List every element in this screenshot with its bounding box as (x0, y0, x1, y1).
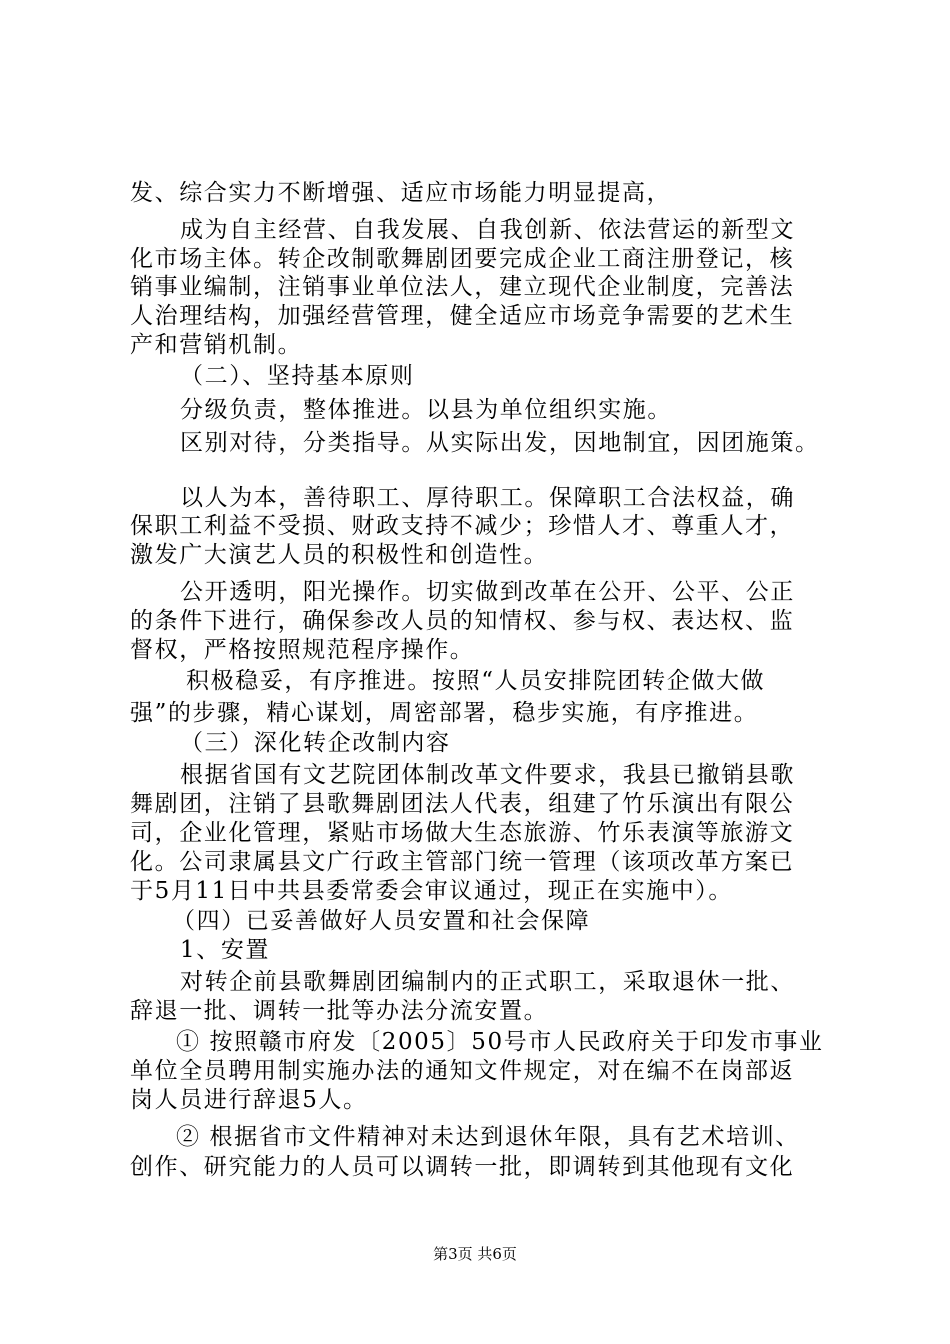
text-line: 化。公司隶属县文广行政主管部门统一管理（该项改革方案已 (130, 849, 795, 875)
section-heading: （二）、坚持基本原则 (180, 363, 415, 389)
text-line: 司，企业化管理，紧贴市场做大生态旅游、竹乐表演等旅游文 (130, 820, 795, 846)
text-line: 创作、研究能力的人员可以调转一批，即调转到其他现有文化 (130, 1154, 795, 1180)
text-line: 积极稳妥，有序推进。按照“人员安排院团转企做大做 (186, 668, 766, 694)
text-line: 的条件下进行，确保参改人员的知情权、参与权、表达权、监 (130, 608, 795, 634)
text-line: 强”的步骤，精心谋划，周密部署，稳步实施，有序推进。 (130, 700, 759, 726)
text-line: 辞退一批、调转一批等办法分流安置。 (130, 998, 549, 1024)
text-line: 岗人员进行辞退5人。 (130, 1087, 368, 1113)
text-line: 舞剧团，注销了县歌舞剧团法人代表，组建了竹乐演出有限公 (130, 791, 795, 817)
text-line: 人治理结构，加强经营管理，健全适应市场竞争需要的艺术生 (130, 303, 795, 329)
page-footer: 第3页 共6页 (433, 1245, 517, 1263)
text-line: 区别对待，分类指导。从实际出发，因地制宜，因团施策。 (180, 430, 820, 456)
text-line: 激发广大演艺人员的积极性和创造性。 (130, 542, 549, 568)
text-line: 督权，严格按照规范程序操作。 (130, 637, 475, 663)
text-line: 产和营销机制。 (130, 332, 303, 358)
text-line: 销事业编制，注销事业单位法人，建立现代企业制度，完善法 (130, 274, 795, 300)
text-line: 成为自主经营、自我发展、自我创新、依法营运的新型文 (180, 217, 795, 243)
text-line: 于5月11日中共县委常委会审议通过，现正在实施中）。 (130, 878, 733, 904)
text-line: ① 按照赣市府发〔2005〕50号市人民政府关于印发市事业 (176, 1029, 824, 1055)
text-line: 分级负责，整体推进。以县为单位组织实施。 (180, 397, 672, 423)
text-line: 化市场主体。转企改制歌舞剧团要完成企业工商注册登记，核 (130, 246, 795, 272)
text-line: 根据省国有文艺院团体制改革文件要求，我县已撤销县歌 (180, 762, 795, 788)
text-line: 发、综合实力不断增强、适应市场能力明显提高， (130, 180, 672, 206)
section-heading: （四）已妥善做好人员安置和社会保障 (172, 908, 591, 934)
subsection-heading: 1、安置 (180, 937, 271, 963)
text-line: ② 根据省市文件精神对未达到退休年限，具有艺术培训、 (176, 1124, 800, 1150)
text-line: 公开透明，阳光操作。切实做到改革在公开、公平、公正 (180, 579, 795, 605)
text-line: 以人为本，善待职工、厚待职工。保障职工合法权益，确 (180, 485, 795, 511)
text-line: 单位全员聘用制实施办法的通知文件规定，对在编不在岗部返 (130, 1058, 795, 1084)
section-heading: （三）深化转企改制内容 (180, 730, 451, 756)
text-line: 保职工利益不受损、财政支持不减少；珍惜人才、尊重人才， (130, 513, 795, 539)
text-line: 对转企前县歌舞剧团编制内的正式职工，采取退休一批、 (180, 969, 795, 995)
